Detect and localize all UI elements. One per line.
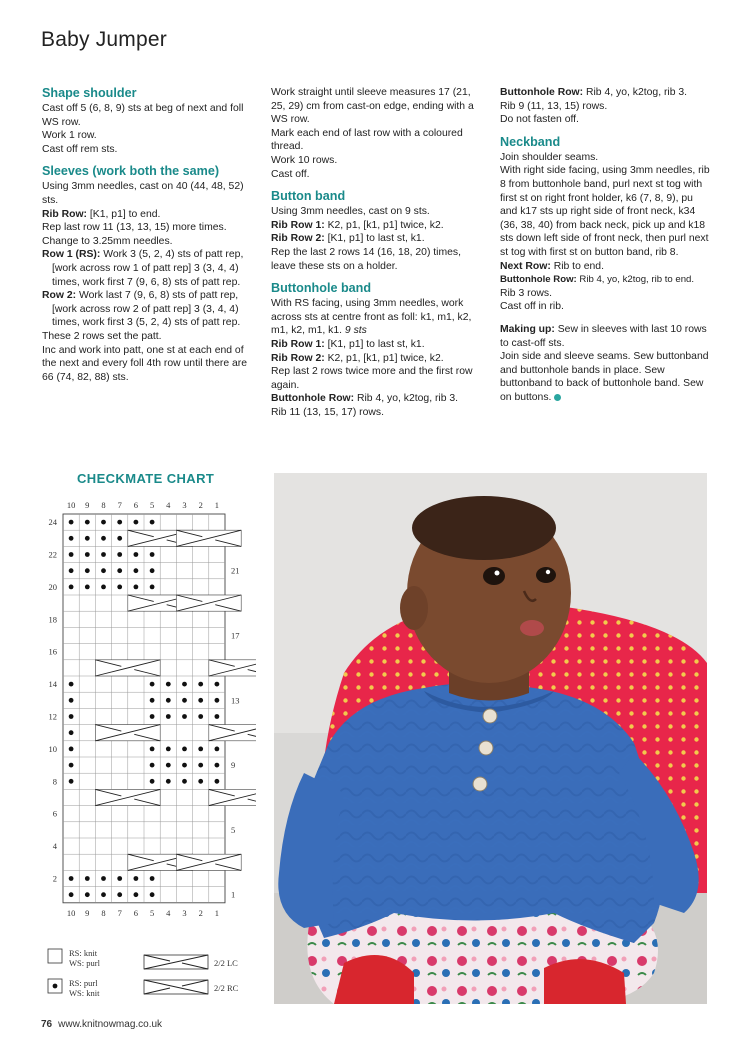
column-label: 7 xyxy=(117,500,122,510)
row-label: 14 xyxy=(48,679,57,690)
buttonhole-band-heading: Buttonhole band xyxy=(271,281,372,296)
row-label: 16 xyxy=(48,646,57,657)
instruction-text xyxy=(271,219,481,233)
instruction-text xyxy=(42,289,256,330)
column-label: 10 xyxy=(66,500,76,510)
website-url: www.knitnowmag.co.uk xyxy=(58,1019,163,1030)
column-label: 6 xyxy=(133,907,139,918)
purl-dot xyxy=(69,779,74,784)
key-rc-label: 2/2 RC xyxy=(214,983,239,993)
key-knit-ws: WS: purl xyxy=(69,958,100,968)
text-column-1 xyxy=(42,86,256,384)
row-text: K2, p1, [k1, p1] twice, k2. xyxy=(324,219,444,231)
column-label: 3 xyxy=(182,500,187,510)
row-text: Work 3 (5, 2, 4) sts of patt rep, [work across row 1 of patt rep] 3 (3, 4, 4) times, work first 7 (9, 6, 8) sts of patt rep. xyxy=(52,249,244,288)
purl-dot xyxy=(117,568,122,573)
key-lc-label: 2/2 LC xyxy=(214,958,238,968)
purl-dot xyxy=(85,552,90,557)
cable-lc-symbol xyxy=(144,955,208,969)
neckband-heading: Neckband xyxy=(500,134,561,149)
purl-dot xyxy=(215,714,220,719)
purl-dot xyxy=(85,892,90,897)
cable-cell xyxy=(209,725,256,741)
row-text: Rib to end. xyxy=(550,260,604,272)
row-label: 21 xyxy=(231,565,240,576)
purl-dot xyxy=(69,714,74,719)
purl-dot xyxy=(215,698,220,703)
purl-dot xyxy=(215,779,220,784)
row-label: Rib Row: xyxy=(42,208,88,220)
purl-dot xyxy=(198,682,203,687)
row-label: 17 xyxy=(231,630,240,641)
purl-dot xyxy=(182,747,187,752)
purl-dot xyxy=(101,536,106,541)
instruction-text xyxy=(500,273,712,287)
purl-dot xyxy=(69,876,74,881)
purl-dot xyxy=(101,585,106,590)
purl-dot xyxy=(69,698,74,703)
purl-dot xyxy=(166,747,171,752)
purl-dot xyxy=(85,536,90,541)
purl-dot xyxy=(134,552,139,557)
purl-dot xyxy=(69,585,74,590)
purl-dot xyxy=(215,682,220,687)
row-text: Work last 7 (9, 6, 8) sts of patt rep, [work across row 2 of patt rep] 3 (3, 4, 4) times, work first 3 (5, 2, 4) sts of patt rep. xyxy=(52,290,241,329)
column-label: 10 xyxy=(66,907,76,918)
instruction-text: Work straight until sleeve measures 17 (21, 25, 29) cm from cast-on edge, ending with a WS row. xyxy=(271,87,474,126)
row-label: Making up: xyxy=(500,323,555,335)
purl-dot xyxy=(150,698,155,703)
purl-dot xyxy=(198,698,203,703)
row-label: Row 1 (RS): xyxy=(42,249,101,261)
purl-dot xyxy=(69,552,74,557)
purl-dot xyxy=(101,892,106,897)
purl-dot xyxy=(101,568,106,573)
instruction-text xyxy=(42,248,256,289)
column-label: 3 xyxy=(182,907,187,918)
row-text: Rib 4, yo, k2tog, rib 3. xyxy=(354,393,459,405)
row-label: 5 xyxy=(231,824,236,835)
instruction-text: Work 10 rows. xyxy=(271,154,338,166)
instruction-text xyxy=(271,232,481,246)
page-title: Baby Jumper xyxy=(41,28,167,51)
purl-dot xyxy=(150,568,155,573)
purl-dot xyxy=(166,714,171,719)
column-label: 8 xyxy=(101,907,106,918)
instruction-text: Mark each end of last row with a coloured thread. xyxy=(271,127,463,153)
purl-dot xyxy=(166,779,171,784)
column-label: 5 xyxy=(149,907,155,918)
column-label: 5 xyxy=(149,500,155,510)
purl-dot xyxy=(85,585,90,590)
row-label: Rib Row 2: xyxy=(271,233,325,245)
instruction-text: Join shoulder seams. xyxy=(500,151,599,163)
instruction-text: Using 3mm needles, cast on 9 sts. xyxy=(271,206,430,218)
chart-title: CHECKMATE CHART xyxy=(77,471,215,486)
purl-dot xyxy=(198,779,203,784)
row-label: Rib Row 1: xyxy=(271,338,325,350)
column-label: 9 xyxy=(85,907,90,918)
row-label: 22 xyxy=(48,549,57,560)
row-label: 8 xyxy=(52,776,57,787)
purl-dot xyxy=(182,698,187,703)
row-label: Buttonhole Row: xyxy=(500,87,584,98)
purl-dot xyxy=(150,520,155,525)
row-label: Rib Row 2: xyxy=(271,352,325,364)
instruction-text: Change to 3.25mm needles. xyxy=(42,235,173,247)
purl-dot xyxy=(117,552,122,557)
purl-dot xyxy=(117,585,122,590)
purl-dot xyxy=(117,520,122,525)
row-text: [K1, p1] to last st, k1. xyxy=(324,233,425,245)
purl-dot xyxy=(134,585,139,590)
purl-dot xyxy=(166,682,171,687)
row-label: Buttonhole Row: xyxy=(500,274,577,286)
instruction-text xyxy=(500,350,712,404)
instruction-text: Using 3mm needles, cast on 40 (44, 48, 52) sts. xyxy=(42,181,244,206)
instruction-text xyxy=(271,352,481,366)
column-label: 7 xyxy=(117,907,122,918)
baby-photo xyxy=(274,473,707,1004)
row-label: 6 xyxy=(52,808,57,819)
purl-dot xyxy=(101,876,106,881)
column-label: 6 xyxy=(133,500,139,510)
row-label: 4 xyxy=(52,841,57,852)
row-label: Next Row: xyxy=(500,260,551,272)
purl-dot xyxy=(134,568,139,573)
key-knit-rs: RS: knit xyxy=(69,948,98,958)
purl-dot xyxy=(101,520,106,525)
instruction-text: Work 1 row. xyxy=(42,130,97,142)
button-icon xyxy=(473,777,487,791)
row-label: 10 xyxy=(48,743,57,754)
shape-shoulder-heading: Shape shoulder xyxy=(42,86,137,100)
instruction-text: Rib 9 (11, 13, 15) rows. xyxy=(500,100,608,112)
row-text: Join side and sleeve seams. Sew buttonband and buttonhole bands in place. Sew buttonband to back of buttonhole band. Sew on buttons. xyxy=(500,351,709,403)
page-footer xyxy=(41,1019,162,1030)
instruction-text: Cast off 5 (6, 8, 9) sts at beg of next and foll WS row. xyxy=(42,103,244,128)
purl-dot xyxy=(117,536,122,541)
cable-rc-symbol xyxy=(144,980,208,994)
row-text: [K1, p1] to last st, k1. xyxy=(324,338,425,350)
purl-dot xyxy=(117,876,122,881)
purl-dot xyxy=(69,730,74,735)
purl-dot xyxy=(182,682,187,687)
purl-dot xyxy=(215,747,220,752)
instruction-text: These 2 rows set the patt. xyxy=(42,330,162,342)
cable-cell xyxy=(209,660,256,676)
page-number: 76 xyxy=(41,1019,53,1030)
purl-dot xyxy=(166,763,171,768)
purl-dot xyxy=(69,747,74,752)
row-text: With RS facing, using 3mm needles, work across sts at centre front as foll: k1, m1, k2, m1, k2, m1, k1. xyxy=(271,298,472,337)
purl-dot xyxy=(134,520,139,525)
purl-dot xyxy=(150,714,155,719)
purl-dot xyxy=(150,779,155,784)
row-text: [K1, p1] to end. xyxy=(87,208,161,220)
instruction-text xyxy=(271,338,481,352)
yarn-ball-icon xyxy=(554,394,561,401)
row-label: 18 xyxy=(48,614,57,625)
row-label: 20 xyxy=(48,581,57,592)
purl-dot xyxy=(69,520,74,525)
text-column-3 xyxy=(500,86,712,404)
purl-dot xyxy=(69,763,74,768)
column-label: 8 xyxy=(101,500,106,510)
key-purl-rs: RS: purl xyxy=(69,978,98,988)
key-purl-ws: WS: knit xyxy=(69,988,100,998)
purl-dot xyxy=(150,747,155,752)
row-text: Rib 4, yo, k2tog, rib to end. xyxy=(576,274,695,286)
row-label: 12 xyxy=(48,711,57,722)
purl-dot xyxy=(134,892,139,897)
column-label: 2 xyxy=(198,907,203,918)
instruction-text: Do not fasten off. xyxy=(500,114,579,126)
row-text: Rib 4, yo, k2tog, rib 3. xyxy=(583,87,688,98)
purl-dot-icon xyxy=(53,984,58,989)
instruction-text xyxy=(500,86,712,100)
instruction-text xyxy=(500,323,712,350)
purl-dot xyxy=(166,698,171,703)
text-column-2 xyxy=(271,86,481,419)
column-label: 1 xyxy=(214,907,220,918)
purl-dot xyxy=(198,714,203,719)
purl-dot xyxy=(69,536,74,541)
purl-dot xyxy=(69,682,74,687)
instruction-text: Cast off. xyxy=(271,168,310,180)
sleeves-heading: Sleeves (work both the same) xyxy=(42,164,220,179)
row-label: Rib Row 1: xyxy=(271,219,325,231)
row-label: Row 2: xyxy=(42,290,77,302)
knit-symbol xyxy=(48,949,62,963)
row-label: Buttonhole Row: xyxy=(271,393,355,405)
purl-dot xyxy=(150,892,155,897)
instruction-text xyxy=(271,392,481,406)
purl-dot xyxy=(69,568,74,573)
column-label: 4 xyxy=(166,500,171,510)
purl-dot xyxy=(150,552,155,557)
purl-dot xyxy=(182,779,187,784)
instruction-text: Rep last 2 rows twice more and the first row again. xyxy=(271,366,473,391)
purl-dot xyxy=(182,763,187,768)
button-band-heading: Button band xyxy=(271,189,346,204)
checkmate-chart xyxy=(36,490,256,922)
column-label: 9 xyxy=(85,500,90,510)
purl-dot xyxy=(215,763,220,768)
row-text: K2, p1, [k1, p1] twice, k2. xyxy=(324,352,444,364)
purl-dot xyxy=(150,682,155,687)
instruction-text: Inc and work into patt, one st at each end of the next and every foll 4th row until there are 66 (74, 82, 88) sts. xyxy=(42,344,248,383)
row-label: 1 xyxy=(231,889,236,900)
purl-dot xyxy=(198,747,203,752)
instruction-text: Rib 3 rows. xyxy=(500,287,552,299)
instruction-text: Rep the last 2 rows 14 (16, 18, 20) times, leave these sts on a holder. xyxy=(271,246,462,272)
cable-cell xyxy=(209,789,256,805)
instruction-text xyxy=(500,260,712,274)
row-label: 2 xyxy=(52,873,57,884)
column-label: 4 xyxy=(166,907,171,918)
column-label: 2 xyxy=(198,500,203,510)
chart-key xyxy=(44,946,264,1006)
row-label: 24 xyxy=(48,517,57,528)
purl-dot xyxy=(198,763,203,768)
purl-dot xyxy=(117,892,122,897)
stitch-count: 9 sts xyxy=(344,325,367,337)
column-label: 1 xyxy=(214,500,220,510)
purl-dot xyxy=(150,763,155,768)
button-icon xyxy=(479,741,493,755)
purl-dot xyxy=(85,568,90,573)
instruction-text: With right side facing, using 3mm needles, rib 8 from buttonhole band, purl next st tog with first st on right front holder, k6 (7, 8, 9), pu and k17 sts up right side of front neck, k34 (36, 38, 40) from back neck, pick up and k18 sts down left side of front neck, then purl next st tog with first st on button band, rib 8. xyxy=(500,165,710,258)
instruction-text xyxy=(271,297,481,338)
button-icon xyxy=(483,709,497,723)
purl-dot xyxy=(85,520,90,525)
purl-dot xyxy=(134,876,139,881)
row-label: 9 xyxy=(231,760,236,771)
instruction-text: Cast off rem sts. xyxy=(42,143,118,155)
instruction-text xyxy=(42,208,256,222)
purl-dot xyxy=(101,552,106,557)
purl-dot xyxy=(150,585,155,590)
purl-dot xyxy=(182,714,187,719)
purl-dot xyxy=(150,876,155,881)
purl-dot xyxy=(69,892,74,897)
instruction-text: Rib 11 (13, 15, 17) rows. xyxy=(271,406,385,418)
purl-dot xyxy=(85,876,90,881)
row-label: 13 xyxy=(231,695,240,706)
instruction-text: Cast off in rib. xyxy=(500,301,564,313)
row-text: Sew in sleeves with last 10 rows to cast-off sts. xyxy=(500,323,707,349)
instruction-text: Rep last row 11 (13, 13, 15) more times. xyxy=(42,222,227,234)
